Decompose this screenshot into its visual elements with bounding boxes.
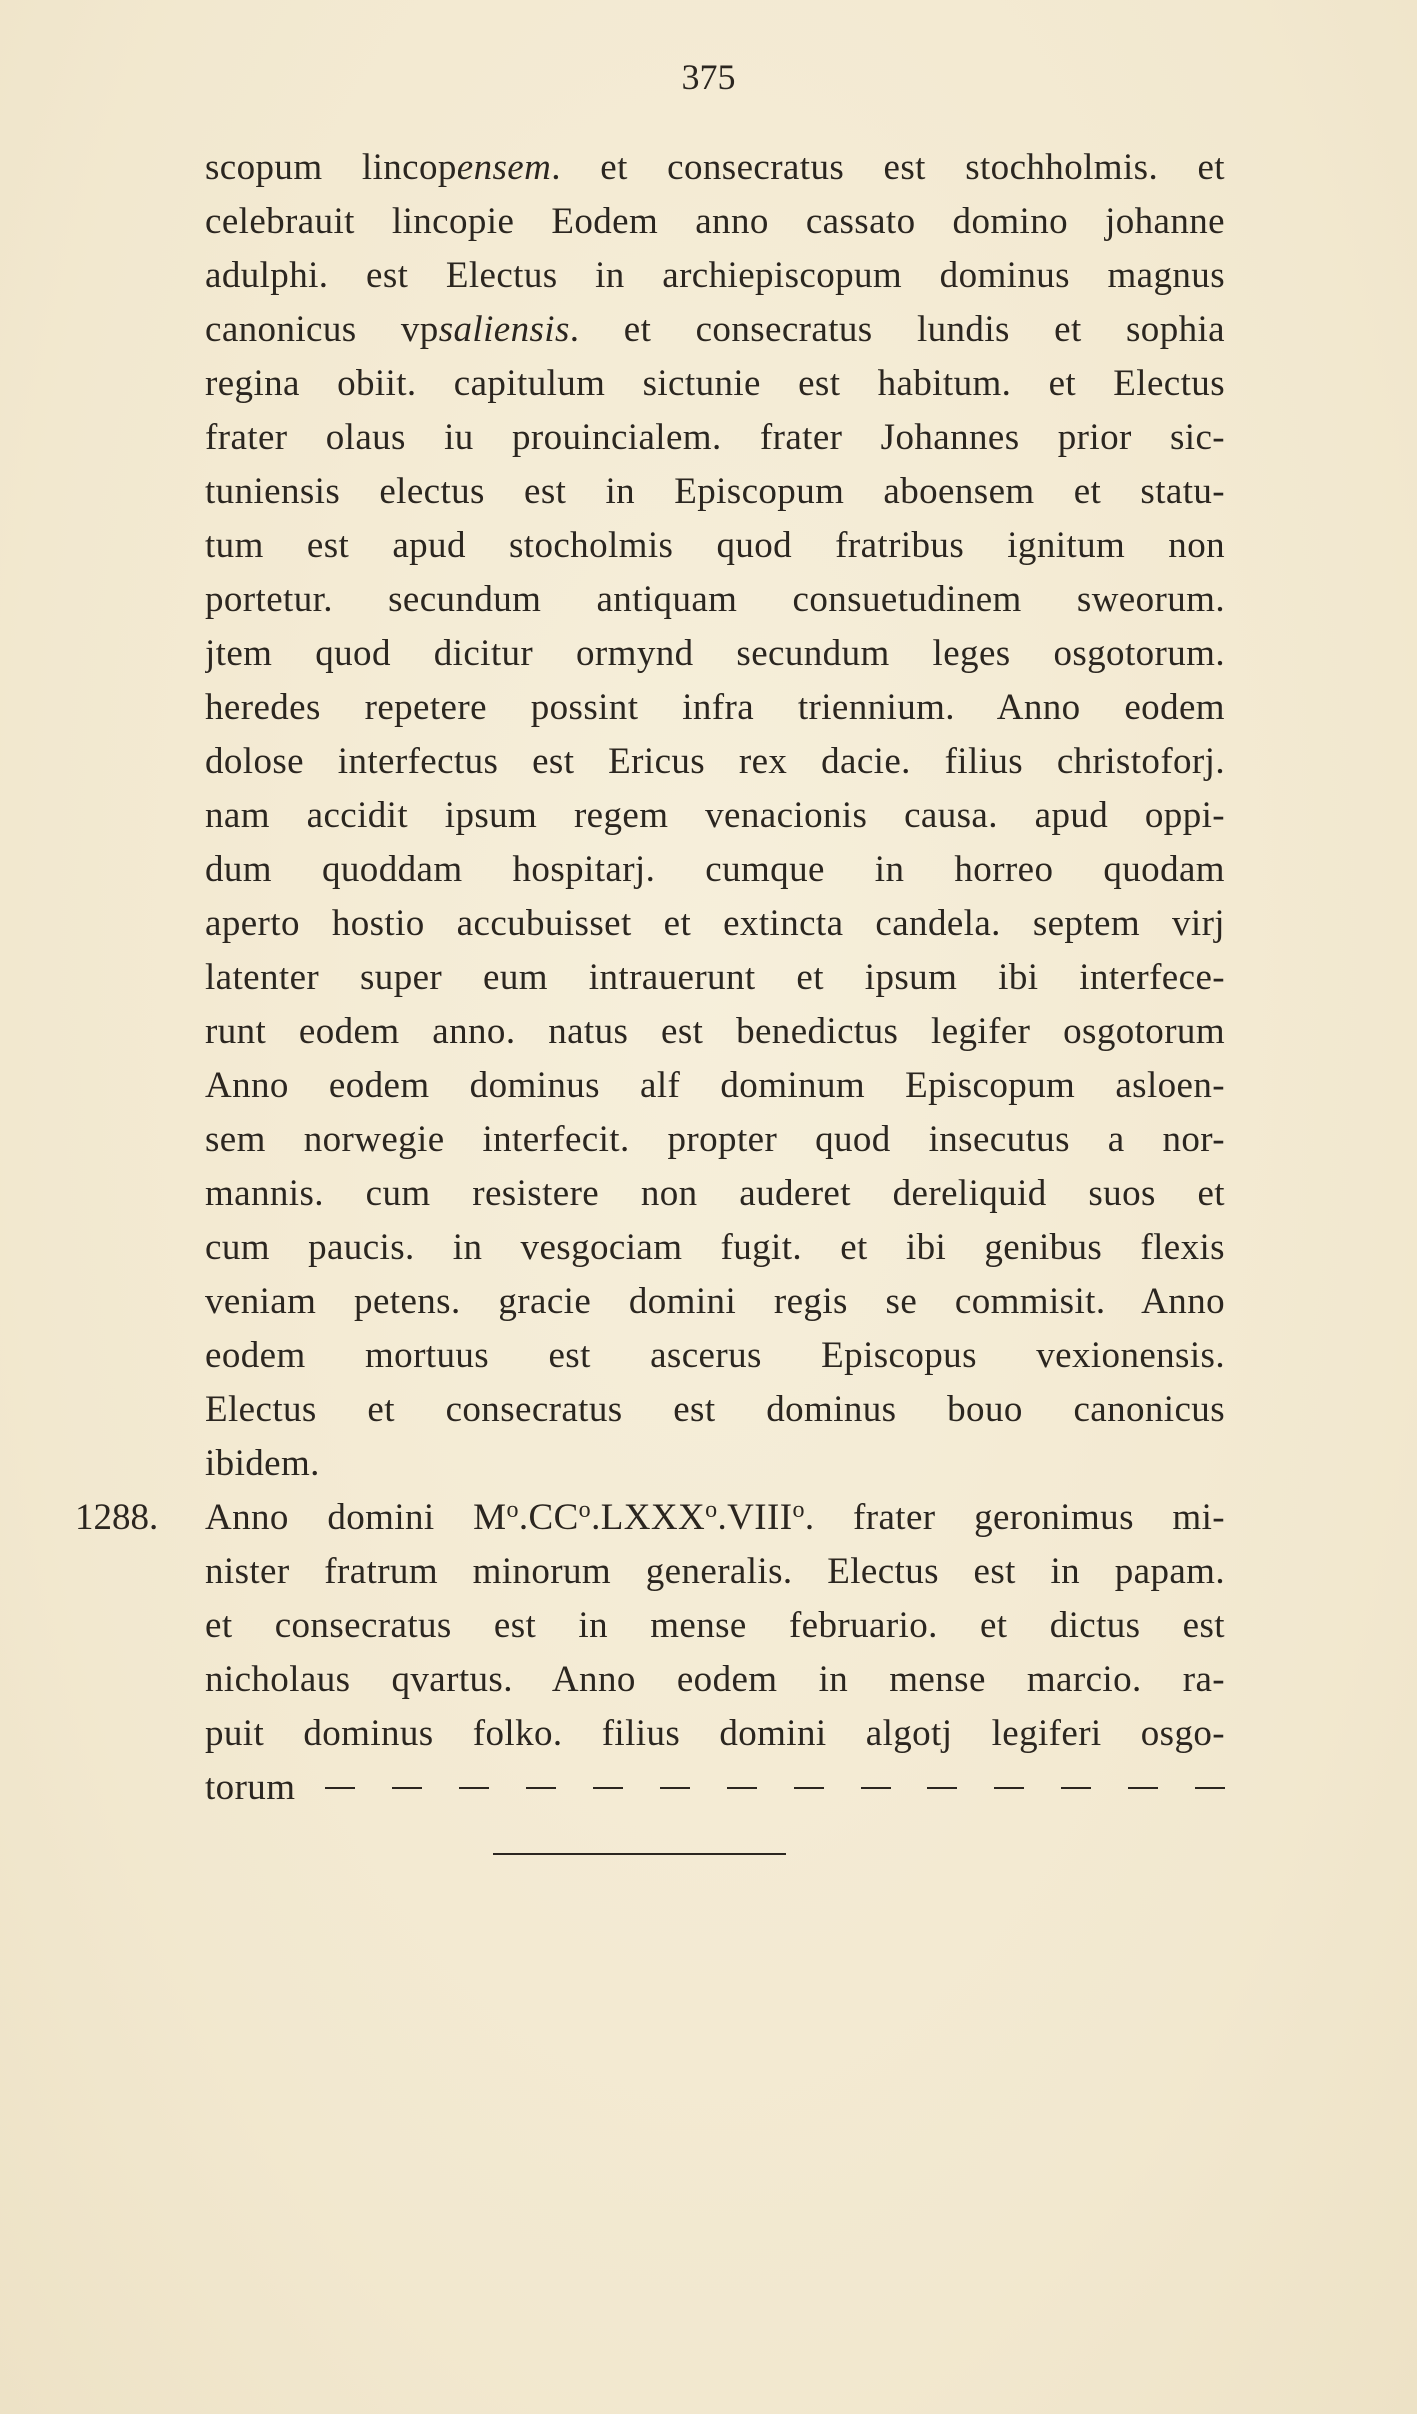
text-line-year-entry: Anno domini $M^o.CC^o.LXXX^o.VIII^o$. frater geronimus mi-	[205, 1497, 1225, 1538]
text-line: tuniensis electus est in Episcopum aboensem et statu-	[205, 471, 1225, 512]
text-line: Electus et consecratus est dominus bouo canonicus	[205, 1389, 1225, 1430]
text-line: tum est apud stocholmis quod fratribus ignitum non	[205, 525, 1225, 566]
text-line: dum quoddam hospitarj. cumque in horreo quodam	[205, 849, 1225, 890]
text-line: aperto hostio accubuisset et extincta candela. septem virj	[205, 903, 1225, 944]
text-line: eodem mortuus est ascerus Episcopus vexionensis.	[205, 1335, 1225, 1376]
text-line: nicholaus qvartus. Anno eodem in mense marcio. ra-	[205, 1659, 1225, 1700]
text-line: veniam petens. gracie domini regis se commisit. Anno	[205, 1281, 1225, 1322]
text-line: runt eodem anno. natus est benedictus legifer osgotorum	[205, 1011, 1225, 1052]
text-line: nam accidit ipsum regem venacionis causa. apud oppi-	[205, 795, 1225, 836]
text-line: ibidem.	[205, 1443, 320, 1484]
text-line: regina obiit. capitulum sictunie est habitum. et Electus	[205, 363, 1225, 404]
dash-leader	[325, 1787, 1225, 1789]
page-number: 375	[681, 57, 736, 97]
text-line: heredes repetere possint infra triennium. Anno eodem	[205, 687, 1225, 728]
text-line: adulphi. est Electus in archiepiscopum dominus magnus	[205, 255, 1225, 296]
text-line: portetur. secundum antiquam consuetudinem sweorum.	[205, 579, 1225, 620]
text-line: jtem quod dicitur ormynd secundum leges osgotorum.	[205, 633, 1225, 674]
text-line: celebrauit lincopie Eodem anno cassato domino johanne	[205, 201, 1225, 242]
text-line: cum paucis. in vesgociam fugit. et ibi genibus flexis	[205, 1227, 1225, 1268]
text-line: puit dominus folko. filius domini algotj legiferi osgo-	[205, 1713, 1225, 1754]
text-line: dolose interfectus est Ericus rex dacie. filius christoforj.	[205, 741, 1225, 782]
text-line: nister fratrum minorum generalis. Electus est in papam.	[205, 1551, 1225, 1592]
text-line: sem norwegie interfecit. propter quod insecutus a nor-	[205, 1119, 1225, 1160]
text-line: canonicus vpsaliensis. et consecratus lundis et sophia	[205, 309, 1225, 350]
final-word: torum	[205, 1767, 296, 1808]
text-line: et consecratus est in mense februario. et dictus est	[205, 1605, 1225, 1646]
text-line: frater olaus iu prouincialem. frater Johannes prior sic-	[205, 417, 1225, 458]
text-line: mannis. cum resistere non auderet dereliquid suos et	[205, 1173, 1225, 1214]
year-marker: 1288.	[75, 1497, 159, 1538]
text-line: scopum lincopensem. et consecratus est stochholmis. et	[205, 147, 1225, 188]
body-text	[205, 141, 1225, 1815]
section-end-rule	[493, 1853, 786, 1855]
text-line-final	[205, 1761, 1225, 1815]
text-line: latenter super eum intrauerunt et ipsum ibi interfece-	[205, 957, 1225, 998]
text-line: Anno eodem dominus alf dominum Episcopum asloen-	[205, 1065, 1225, 1106]
